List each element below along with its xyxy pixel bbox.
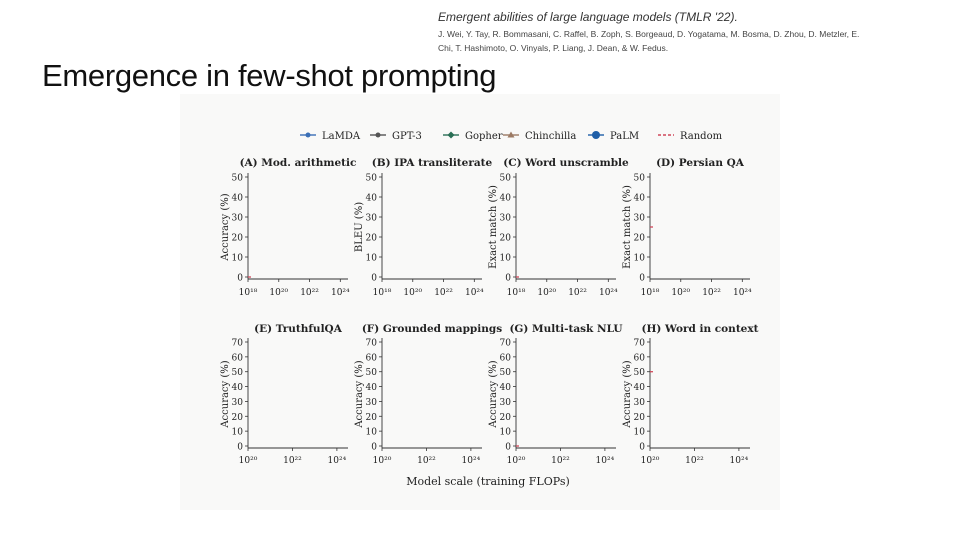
citation-authors-line2: Chi, T. Hashimoto, O. Vinyals, P. Liang, J. Dean, & W. Fedus. — [438, 43, 669, 53]
y-tick-label: 0 — [639, 273, 645, 284]
y-tick-label: 0 — [505, 273, 511, 284]
x-tick-label: 10¹⁸ — [372, 288, 392, 298]
legend-item-lamda — [300, 131, 361, 142]
y-tick-label: 70 — [365, 338, 377, 349]
figure-chart — [180, 94, 780, 510]
y-tick-label: 50 — [633, 173, 645, 184]
y-tick-label: 30 — [231, 213, 243, 224]
citation-authors-line1: J. Wei, Y. Tay, R. Bommasani, C. Raffel, B. Zoph, S. Borgeaud, D. Yogatama, M. Bosma, D. Zhou, D. Metzler, E. — [438, 29, 860, 39]
y-tick-label: 60 — [633, 353, 645, 364]
x-tick-label: 10¹⁸ — [506, 288, 526, 298]
x-tick-label: 10²² — [434, 288, 453, 298]
y-tick-label: 0 — [237, 273, 243, 284]
x-tick-label: 10²⁴ — [327, 456, 347, 466]
y-tick-label: 10 — [231, 253, 243, 264]
legend-swatch-marker — [306, 133, 311, 138]
y-tick-label: 40 — [365, 193, 377, 204]
y-tick-label: 70 — [499, 338, 511, 349]
x-tick-label: 10²⁴ — [330, 288, 350, 298]
y-tick-label: 30 — [633, 213, 645, 224]
y-axis-label: Accuracy (%) — [220, 193, 231, 261]
y-tick-label: 40 — [365, 383, 377, 394]
y-axis-label: Exact match (%) — [488, 185, 499, 269]
legend-swatch-marker — [592, 131, 600, 139]
y-tick-label: 10 — [499, 253, 511, 264]
x-tick-label: 10²⁴ — [595, 456, 615, 466]
legend-label: Gopher — [465, 131, 503, 142]
legend-item-gopher — [443, 131, 503, 142]
panel-a — [220, 157, 356, 298]
x-tick-label: 10²⁰ — [238, 456, 258, 466]
y-tick-label: 20 — [231, 412, 243, 423]
panel-f — [354, 323, 502, 466]
y-tick-label: 30 — [499, 213, 511, 224]
y-tick-label: 10 — [365, 253, 377, 264]
y-tick-label: 20 — [633, 412, 645, 423]
legend-item-chinchilla — [503, 131, 576, 142]
y-tick-label: 30 — [365, 397, 377, 408]
y-tick-label: 30 — [633, 397, 645, 408]
panel-title: (C) Word unscramble — [503, 157, 629, 169]
x-tick-label: 10²² — [685, 456, 704, 466]
y-tick-label: 10 — [633, 427, 645, 438]
y-tick-label: 60 — [365, 353, 377, 364]
x-tick-label: 10²⁴ — [598, 288, 618, 298]
y-tick-label: 40 — [499, 193, 511, 204]
y-tick-label: 10 — [365, 427, 377, 438]
y-tick-label: 60 — [499, 353, 511, 364]
legend-swatch-marker — [376, 133, 381, 138]
panel-title: (G) Multi-task NLU — [509, 323, 623, 335]
y-tick-label: 10 — [231, 427, 243, 438]
y-tick-label: 10 — [633, 253, 645, 264]
y-tick-label: 40 — [499, 383, 511, 394]
y-tick-label: 30 — [231, 397, 243, 408]
x-tick-label: 10²² — [702, 288, 721, 298]
legend-label: Chinchilla — [525, 131, 577, 142]
x-tick-label: 10²⁴ — [732, 288, 752, 298]
y-tick-label: 40 — [231, 193, 243, 204]
y-tick-label: 0 — [639, 442, 645, 453]
x-tick-label: 10²⁰ — [269, 288, 289, 298]
panel-d — [622, 157, 752, 298]
y-axis-label: Accuracy (%) — [488, 360, 499, 428]
y-tick-label: 70 — [231, 338, 243, 349]
x-tick-label: 10²⁰ — [506, 456, 526, 466]
y-tick-label: 50 — [499, 173, 511, 184]
citation — [438, 10, 953, 55]
y-tick-label: 0 — [505, 442, 511, 453]
panel-g — [488, 323, 623, 466]
y-tick-label: 20 — [231, 233, 243, 244]
legend-label: GPT-3 — [392, 131, 422, 142]
x-tick-label: 10²⁰ — [372, 456, 392, 466]
x-tick-label: 10²² — [300, 288, 319, 298]
y-tick-label: 20 — [633, 233, 645, 244]
legend-item-gpt-3 — [370, 131, 422, 142]
x-tick-label: 10²⁰ — [671, 288, 691, 298]
y-axis-label: Exact match (%) — [622, 185, 633, 269]
y-tick-label: 0 — [371, 442, 377, 453]
y-tick-label: 50 — [231, 173, 243, 184]
x-tick-label: 10²² — [283, 456, 302, 466]
x-tick-label: 10²⁰ — [640, 456, 660, 466]
legend-item-palm — [588, 131, 639, 142]
y-tick-label: 0 — [371, 273, 377, 284]
y-tick-label: 50 — [365, 173, 377, 184]
legend-label: LaMDA — [322, 131, 361, 142]
y-tick-label: 20 — [499, 233, 511, 244]
y-tick-label: 60 — [231, 353, 243, 364]
y-tick-label: 40 — [231, 383, 243, 394]
x-tick-label: 10²⁴ — [464, 288, 484, 298]
x-tick-label: 10²⁴ — [729, 456, 749, 466]
citation-title: Emergent abilities of large language models (TMLR '22). — [438, 10, 738, 24]
panel-e — [220, 323, 348, 466]
y-tick-label: 0 — [237, 442, 243, 453]
shared-x-axis-label: Model scale (training FLOPs) — [406, 475, 570, 488]
y-tick-label: 20 — [365, 412, 377, 423]
legend-swatch-marker — [448, 132, 455, 139]
x-tick-label: 10²⁰ — [403, 288, 423, 298]
x-tick-label: 10²² — [551, 456, 570, 466]
panel-b — [354, 157, 493, 298]
y-tick-label: 50 — [499, 368, 511, 379]
panel-title: (E) TruthfulQA — [254, 323, 342, 335]
x-tick-label: 10²² — [568, 288, 587, 298]
legend-label: PaLM — [610, 131, 640, 142]
y-tick-label: 10 — [499, 427, 511, 438]
legend-item-random — [658, 131, 723, 142]
y-axis-label: Accuracy (%) — [354, 360, 365, 428]
x-tick-label: 10²⁰ — [537, 288, 557, 298]
panel-title: (D) Persian QA — [656, 157, 744, 169]
y-axis-label: BLEU (%) — [354, 201, 365, 253]
citation-authors — [438, 27, 953, 55]
y-tick-label: 30 — [499, 397, 511, 408]
y-tick-label: 30 — [365, 213, 377, 224]
y-tick-label: 40 — [633, 383, 645, 394]
panel-h — [622, 323, 759, 466]
slide-title: Emergence in few-shot prompting — [42, 58, 497, 93]
y-tick-label: 50 — [365, 368, 377, 379]
x-tick-label: 10²² — [417, 456, 436, 466]
y-tick-label: 50 — [633, 368, 645, 379]
panel-title: (B) IPA transliterate — [371, 157, 493, 169]
y-tick-label: 50 — [231, 368, 243, 379]
y-tick-label: 40 — [633, 193, 645, 204]
y-axis-label: Accuracy (%) — [622, 360, 633, 428]
legend-label: Random — [680, 131, 723, 142]
panel-title: (F) Grounded mappings — [361, 323, 503, 335]
y-tick-label: 70 — [633, 338, 645, 349]
y-tick-label: 20 — [499, 412, 511, 423]
y-tick-label: 20 — [365, 233, 377, 244]
x-tick-label: 10²⁴ — [461, 456, 481, 466]
panel-title: (H) Word in context — [641, 323, 759, 335]
panel-title: (A) Mod. arithmetic — [239, 157, 357, 169]
x-tick-label: 10¹⁸ — [640, 288, 660, 298]
x-tick-label: 10¹⁸ — [238, 288, 258, 298]
panel-c — [488, 157, 629, 298]
y-axis-label: Accuracy (%) — [220, 360, 231, 428]
